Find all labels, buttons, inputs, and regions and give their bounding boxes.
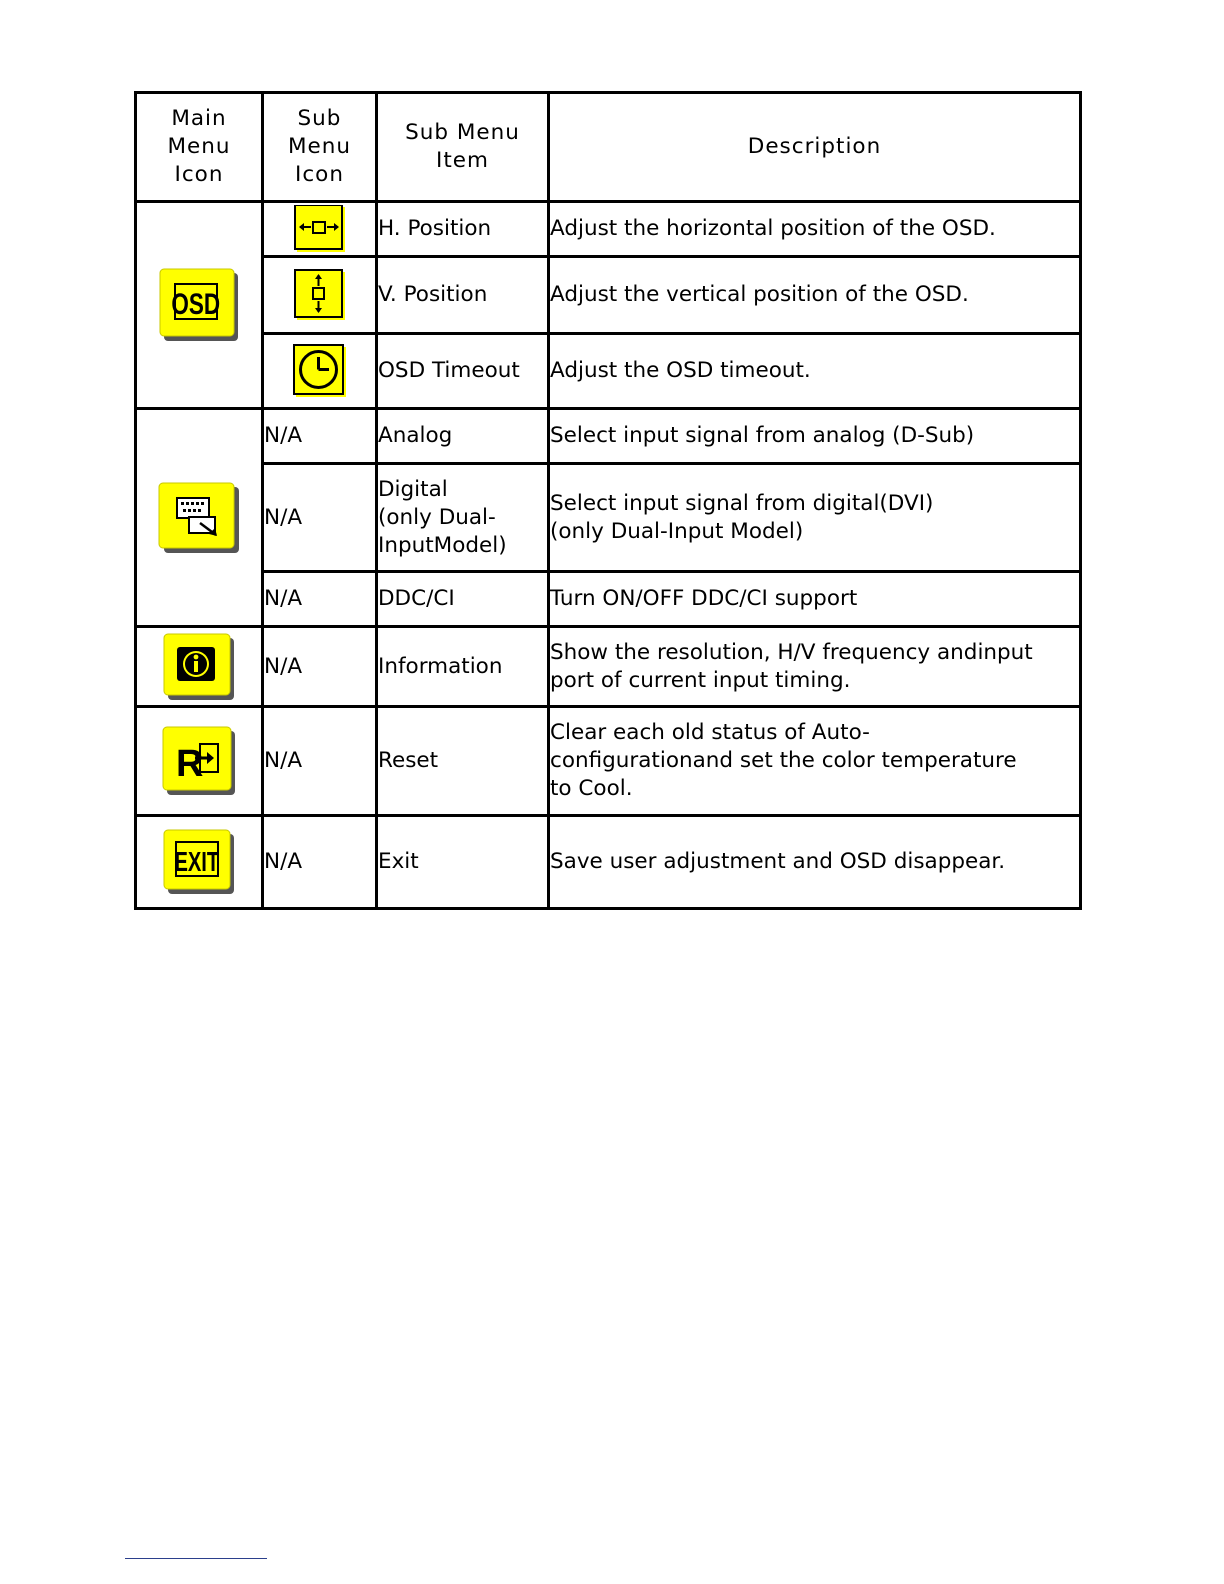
svg-text:OSD: OSD xyxy=(171,286,221,321)
horizontal-position-icon xyxy=(294,205,346,253)
table-row xyxy=(136,464,1081,572)
main-icon-cell xyxy=(136,409,263,627)
footnote-rule xyxy=(125,1558,267,1559)
table-row xyxy=(136,572,1081,627)
main-icon-cell xyxy=(136,627,263,707)
main-icon-cell xyxy=(136,202,263,409)
description-line: Show the resolution, H/V frequency andinput xyxy=(550,639,1033,665)
item-cell: V. Position xyxy=(377,257,549,334)
sub-cell: N/A xyxy=(263,816,377,909)
item-cell: Reset xyxy=(377,707,549,816)
sub-cell: N/A xyxy=(263,572,377,627)
input-select-icon xyxy=(158,482,240,554)
header-description: Description xyxy=(549,93,1081,202)
item-cell: Exit xyxy=(377,816,549,909)
svg-text:EXIT: EXIT xyxy=(174,846,220,878)
description-line: Clear each old status of Auto- xyxy=(550,720,870,745)
description-cell: Turn ON/OFF DDC/CI support xyxy=(549,572,1081,627)
table-row xyxy=(136,627,1081,707)
description-cell xyxy=(549,464,1081,572)
sub-cell: N/A xyxy=(263,627,377,707)
sub-icon-cell xyxy=(263,334,377,409)
sub-icon-cell xyxy=(263,257,377,334)
table-row xyxy=(136,409,1081,464)
svg-text:R: R xyxy=(176,743,204,785)
item-cell xyxy=(377,464,549,572)
sub-icon-cell xyxy=(263,202,377,257)
item-cell: OSD Timeout xyxy=(377,334,549,409)
description-line: Select input signal from digital(DVI) xyxy=(550,490,934,516)
description-cell: Save user adjustment and OSD disappear. xyxy=(549,816,1081,909)
description-cell: Adjust the horizontal position of the OSD. xyxy=(549,202,1081,257)
description-cell: Adjust the OSD timeout. xyxy=(549,334,1081,409)
description-cell: Adjust the vertical position of the OSD. xyxy=(549,257,1081,334)
sub-cell: N/A xyxy=(263,707,377,816)
description-cell: Select input signal from analog (D-Sub) xyxy=(549,409,1081,464)
description-line: configurationand set the color temperature xyxy=(550,748,1017,773)
item-cell: DDC/CI xyxy=(377,572,549,627)
sub-cell: N/A xyxy=(263,464,377,572)
osd-icon xyxy=(159,268,239,342)
main-icon-cell xyxy=(136,707,263,816)
item-cell: Analog xyxy=(377,409,549,464)
reset-icon xyxy=(162,726,236,796)
vertical-position-icon xyxy=(294,269,346,321)
osd-menu-table xyxy=(134,91,1082,910)
item-cell: Information xyxy=(377,627,549,707)
clock-icon xyxy=(293,344,347,398)
exit-icon xyxy=(163,829,235,895)
sub-cell: N/A xyxy=(263,409,377,464)
header-sub-icon: Sub Menu Icon xyxy=(263,93,377,202)
description-line: port of current input timing. xyxy=(550,667,851,693)
description-line: to Cool. xyxy=(550,776,633,801)
item-line: Digital xyxy=(378,476,448,502)
table-row xyxy=(136,707,1081,816)
table-row xyxy=(136,202,1081,257)
item-cell: H. Position xyxy=(377,202,549,257)
item-line: (only Dual- xyxy=(378,504,496,530)
table-row xyxy=(136,816,1081,909)
header-main-icon: Main Menu Icon xyxy=(136,93,263,202)
main-icon-cell xyxy=(136,816,263,909)
information-icon xyxy=(163,633,235,701)
description-cell xyxy=(549,627,1081,707)
header-row xyxy=(136,93,1081,202)
header-item: Sub Menu Item xyxy=(377,93,549,202)
description-line: (only Dual-Input Model) xyxy=(550,518,804,544)
item-line: InputModel) xyxy=(378,532,507,558)
table-row xyxy=(136,334,1081,409)
table-row xyxy=(136,257,1081,334)
description-cell xyxy=(549,707,1081,816)
